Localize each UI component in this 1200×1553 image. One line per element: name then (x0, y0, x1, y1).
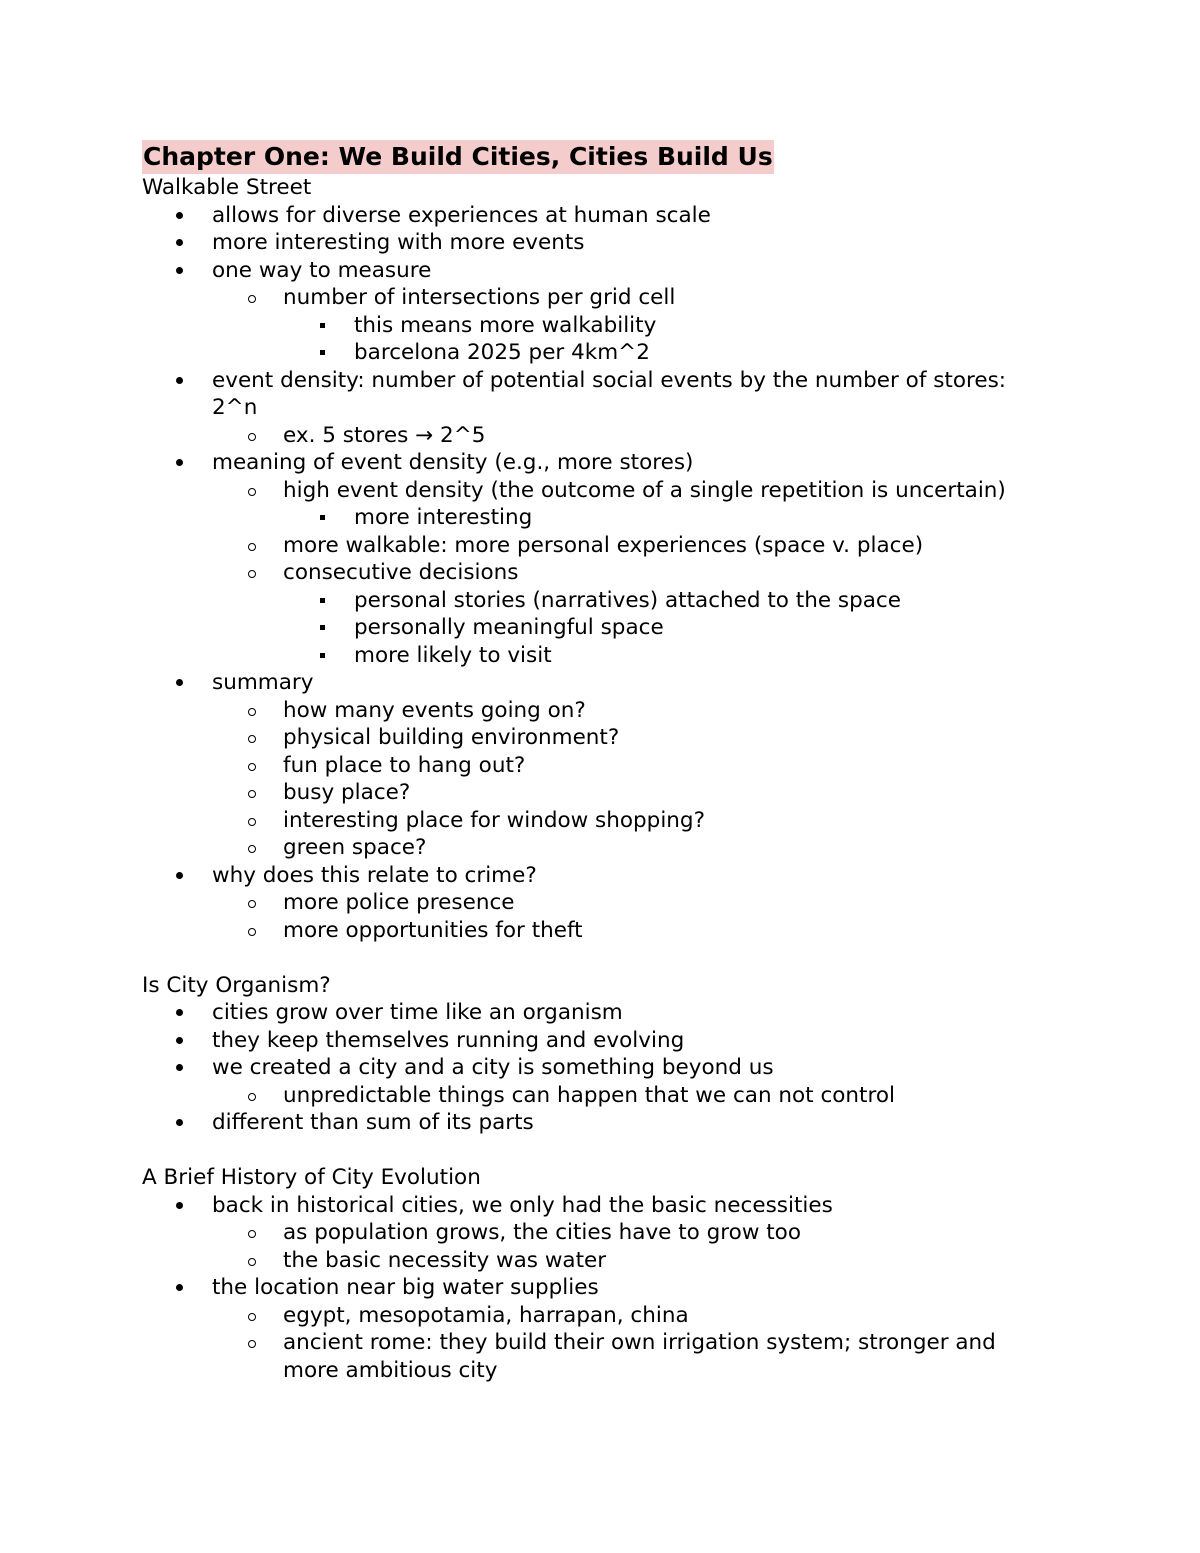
list-item-text: one way to measure (212, 257, 432, 283)
bullet-dot-icon (172, 229, 186, 257)
list-item (142, 587, 1042, 615)
list-item (142, 257, 1042, 285)
list-item (142, 669, 1042, 697)
list-item-text: fun place to hang out? (283, 752, 526, 778)
list-item (142, 202, 1042, 230)
list-item-text: the basic necessity was water (283, 1247, 607, 1273)
list-item-text: different than sum of its parts (212, 1110, 534, 1135)
list-item (142, 999, 1042, 1027)
list-item (142, 1247, 1042, 1275)
bullet-square-icon (315, 614, 329, 642)
list-item (142, 284, 1042, 312)
bullet-circle-icon (245, 889, 259, 917)
list-item (142, 642, 1042, 670)
bullet-dot-icon (172, 1109, 186, 1137)
list-item (142, 1192, 1042, 1220)
list-item-text: we created a city and a city is something beyond us (212, 1055, 774, 1080)
list-item-text: as population grows, the cities have to grow too (283, 1220, 801, 1245)
list-item (142, 807, 1042, 835)
list-item (142, 367, 1042, 422)
bullet-circle-icon (245, 807, 259, 835)
list-item-text: why does this relate to crime? (212, 862, 537, 888)
bullet-dot-icon (172, 1027, 186, 1055)
bullet-dot-icon (172, 202, 186, 230)
bullet-square-icon (315, 339, 329, 367)
bullet-circle-icon (245, 697, 259, 725)
list-item-text: green space? (283, 835, 427, 860)
bullet-circle-icon (245, 1247, 259, 1275)
bullet-list (142, 202, 1042, 945)
blank-line (142, 944, 1042, 972)
list-item (142, 1082, 1042, 1110)
bullet-square-icon (315, 504, 329, 532)
bullet-square-icon (315, 587, 329, 615)
notes-body (142, 174, 1042, 1384)
list-item-text: event density: number of potential social events by the number of stores: 2^n (212, 367, 1007, 420)
list-item (142, 504, 1042, 532)
list-item-text: more likely to visit (354, 642, 552, 668)
bullet-dot-icon (172, 999, 186, 1027)
list-item (142, 1054, 1042, 1082)
bullet-dot-icon (172, 449, 186, 477)
list-item (142, 834, 1042, 862)
list-item-text: summary (212, 670, 314, 695)
chapter-title: Chapter One: We Build Cities, Cities Build Us (142, 140, 774, 174)
list-item-text: how many events going on? (283, 697, 586, 723)
list-item-text: the location near big water supplies (212, 1275, 599, 1300)
list-item-text: back in historical cities, we only had the basic necessities (212, 1192, 833, 1218)
list-item (142, 1027, 1042, 1055)
list-item-text: high event density (the outcome of a single repetition is uncertain) (283, 477, 1006, 503)
list-item (142, 477, 1042, 505)
bullet-dot-icon (172, 1192, 186, 1220)
list-item-text: ex. 5 stores → 2^5 (283, 422, 486, 448)
bullet-circle-icon (245, 284, 259, 312)
list-item-text: more walkable: more personal experiences (space v. place) (283, 532, 924, 558)
list-item-text: busy place? (283, 780, 411, 805)
list-item-text: personal stories (narratives) attached to the space (354, 587, 901, 613)
bullet-circle-icon (245, 779, 259, 807)
list-item-text: personally meaningful space (354, 615, 664, 640)
list-item (142, 1329, 1042, 1384)
bullet-dot-icon (172, 1054, 186, 1082)
bullet-square-icon (315, 312, 329, 340)
list-item-text: more interesting (354, 505, 533, 530)
list-item-text: interesting place for window shopping? (283, 807, 705, 833)
list-item (142, 1109, 1042, 1137)
list-item (142, 422, 1042, 450)
list-item (142, 889, 1042, 917)
list-item (142, 532, 1042, 560)
list-item-text: more interesting with more events (212, 230, 585, 255)
list-item-text: physical building environment? (283, 725, 620, 750)
list-item-text: more police presence (283, 890, 515, 915)
list-item-text: unpredictable things can happen that we can not control (283, 1082, 895, 1108)
bullet-circle-icon (245, 559, 259, 587)
bullet-circle-icon (245, 1219, 259, 1247)
list-item-text: allows for diverse experiences at human scale (212, 202, 711, 228)
bullet-dot-icon (172, 257, 186, 285)
list-item-text: ancient rome: they build their own irrigation system; stronger and more ambitious city (283, 1330, 996, 1383)
list-item (142, 559, 1042, 587)
list-item (142, 1274, 1042, 1302)
list-item-text: they keep themselves running and evolving (212, 1027, 685, 1053)
list-item (142, 229, 1042, 257)
section-heading: A Brief History of City Evolution (142, 1165, 481, 1190)
list-item-text: number of intersections per grid cell (283, 285, 676, 310)
list-item (142, 724, 1042, 752)
bullet-circle-icon (245, 532, 259, 560)
list-item-text: more opportunities for theft (283, 917, 583, 943)
list-item-text: barcelona 2025 per 4km^2 (354, 340, 650, 365)
bullet-circle-icon (245, 724, 259, 752)
list-item-text: meaning of event density (e.g., more stores) (212, 450, 694, 475)
list-item (142, 1302, 1042, 1330)
bullet-square-icon (315, 642, 329, 670)
bullet-circle-icon (245, 834, 259, 862)
list-item (142, 697, 1042, 725)
list-item (142, 752, 1042, 780)
bullet-dot-icon (172, 367, 186, 395)
blank-line (142, 1137, 1042, 1165)
bullet-dot-icon (172, 1274, 186, 1302)
bullet-circle-icon (245, 422, 259, 450)
bullet-circle-icon (245, 917, 259, 945)
bullet-circle-icon (245, 1082, 259, 1110)
bullet-list (142, 999, 1042, 1137)
bullet-circle-icon (245, 1302, 259, 1330)
list-item (142, 779, 1042, 807)
bullet-circle-icon (245, 752, 259, 780)
section-heading: Is City Organism? (142, 972, 331, 998)
bullet-dot-icon (172, 862, 186, 890)
list-item-text: egypt, mesopotamia, harrapan, china (283, 1302, 689, 1328)
list-item (142, 312, 1042, 340)
bullet-dot-icon (172, 669, 186, 697)
bullet-list (142, 1192, 1042, 1385)
list-item (142, 917, 1042, 945)
list-item (142, 614, 1042, 642)
list-item (142, 1219, 1042, 1247)
bullet-circle-icon (245, 477, 259, 505)
list-item-text: consecutive decisions (283, 560, 519, 585)
bullet-circle-icon (245, 1329, 259, 1357)
list-item-text: cities grow over time like an organism (212, 1000, 623, 1025)
list-item-text: this means more walkability (354, 312, 657, 338)
document-page (142, 140, 1042, 1384)
list-item (142, 862, 1042, 890)
list-item (142, 449, 1042, 477)
list-item (142, 339, 1042, 367)
section-heading: Walkable Street (142, 175, 312, 200)
